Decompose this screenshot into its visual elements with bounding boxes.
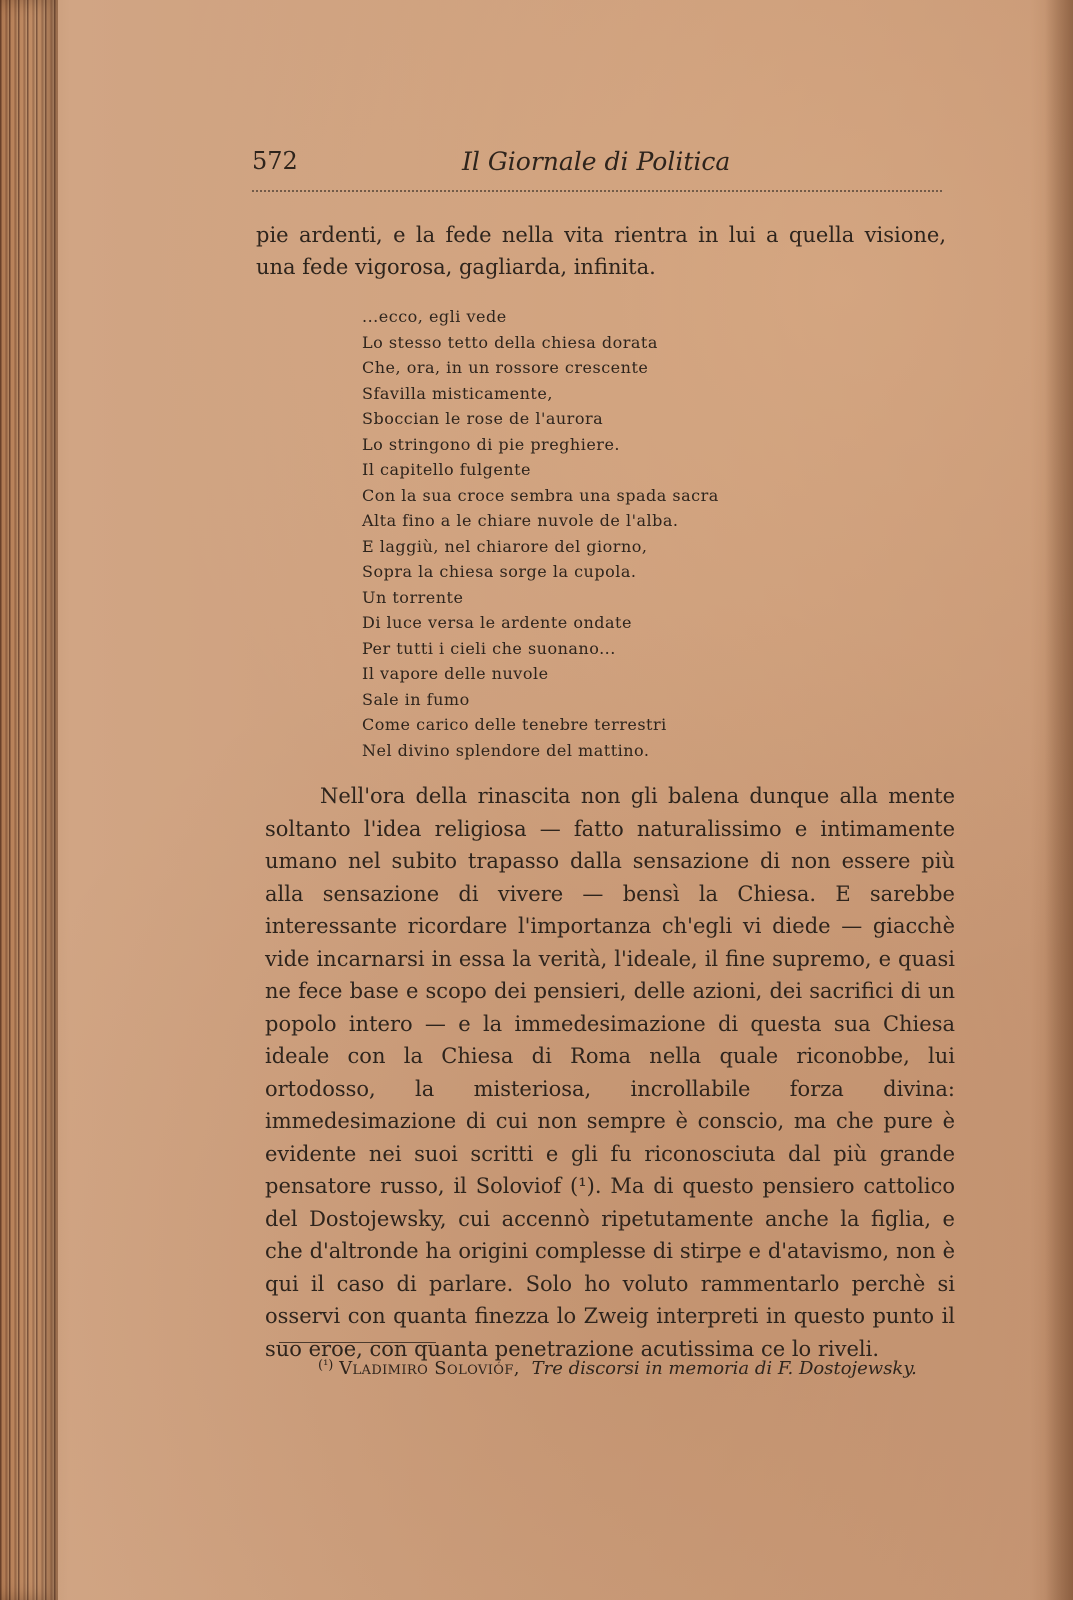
poem-line: Sfavilla misticamente,: [362, 383, 553, 403]
poem-line: Con la sua croce sembra una spada sacra: [362, 485, 719, 505]
poem-line: E laggiù, nel chiarore del giorno,: [362, 536, 648, 556]
footnote-author: Vladimiro Solovióf,: [339, 1358, 520, 1379]
footnote-mark: (¹): [318, 1358, 334, 1373]
poem-line: Nel divino splendore del mattino.: [362, 740, 650, 760]
poem-line: Il vapore delle nuvole: [362, 664, 549, 683]
book-binding-edge: [0, 0, 58, 1600]
poem-line: Lo stesso tetto della chiesa dorata: [362, 332, 658, 352]
footnote: [318, 1356, 968, 1384]
poem-line: Il capitello fulgente: [362, 460, 531, 479]
poem-line: Che, ora, in un rossore crescente: [362, 358, 649, 377]
poem-line: Sopra la chiesa sorge la cupola.: [362, 562, 637, 581]
poem-line: Di luce versa le ardente ondate: [362, 613, 632, 632]
main-paragraph: Nell'ora della rinascita non gli balena dunque alla mente soltanto l'idea religiosa — fatto naturalissimo e intimamente umano nel subito trapasso dalla sensazione di non essere più alla sensazione di vivere — bensì la Chiesa. E sarebbe interessante ricordare l'importanza ch'egli vi diede — giacchè vide incarnarsi in essa la verità, l'ideale, il fine supremo, e quasi ne fece base e scopo dei pensieri, delle azioni, dei sacrifici di un popolo intero — e la immedesimazione di questa sua Chiesa ideale con la Chiesa di Roma nella quale riconobbe, lui ortodosso, la misteriosa, incrollabile forza divina: immedesimazione di cui non sempre è conscio, ma che pure è evidente nei suoi scritti e gli fu riconosciuta dal più grande pensatore russo, il Soloviof (¹). Ma di questo pensiero cattolico del Dostojewsky, cui accennò ripetutamente anche la figlia, e che d'altronde ha origini complesse di stirpe e d'atavismo, non è qui il caso di parlare. Solo ho voluto rammentarlo perchè si osservi con quanta finezza lo Zweig interpreti in questo punto il suo eroe, con quanta penetrazione acutissima ce lo riveli.: [265, 784, 955, 1361]
poem-line: Sale in fumo: [362, 689, 470, 709]
poem-line: Come carico delle tenebre terrestri: [362, 715, 667, 734]
footnote-title: Tre discorsi in memoria di F. Dostojewsky.: [531, 1358, 917, 1379]
footnote-rule: [279, 1342, 436, 1343]
poem-line: Alta fino a le chiare nuvole de l'alba.: [362, 511, 679, 530]
poem-line: Sboccian le rose de l'aurora: [362, 409, 604, 428]
poem-line: Per tutti i cieli che suonano...: [362, 638, 616, 658]
intro-paragraph: pie ardenti, e la fede nella vita rientra in lui a quella visione, una fede vigorosa, gagliarda, infinita.: [256, 223, 946, 279]
poem-line: ...ecco, egli vede: [362, 307, 507, 326]
header-dotted-rule: [252, 190, 942, 192]
running-title: Il Giornale di Politica: [462, 147, 731, 176]
poem-line: Un torrente: [362, 587, 464, 607]
page-shadow-edge: [1045, 0, 1073, 1600]
page-number: 572: [252, 147, 298, 175]
page-header: [252, 147, 942, 187]
poem-block: [362, 304, 902, 763]
poem-line: Lo stringono di pie preghiere.: [362, 434, 621, 454]
